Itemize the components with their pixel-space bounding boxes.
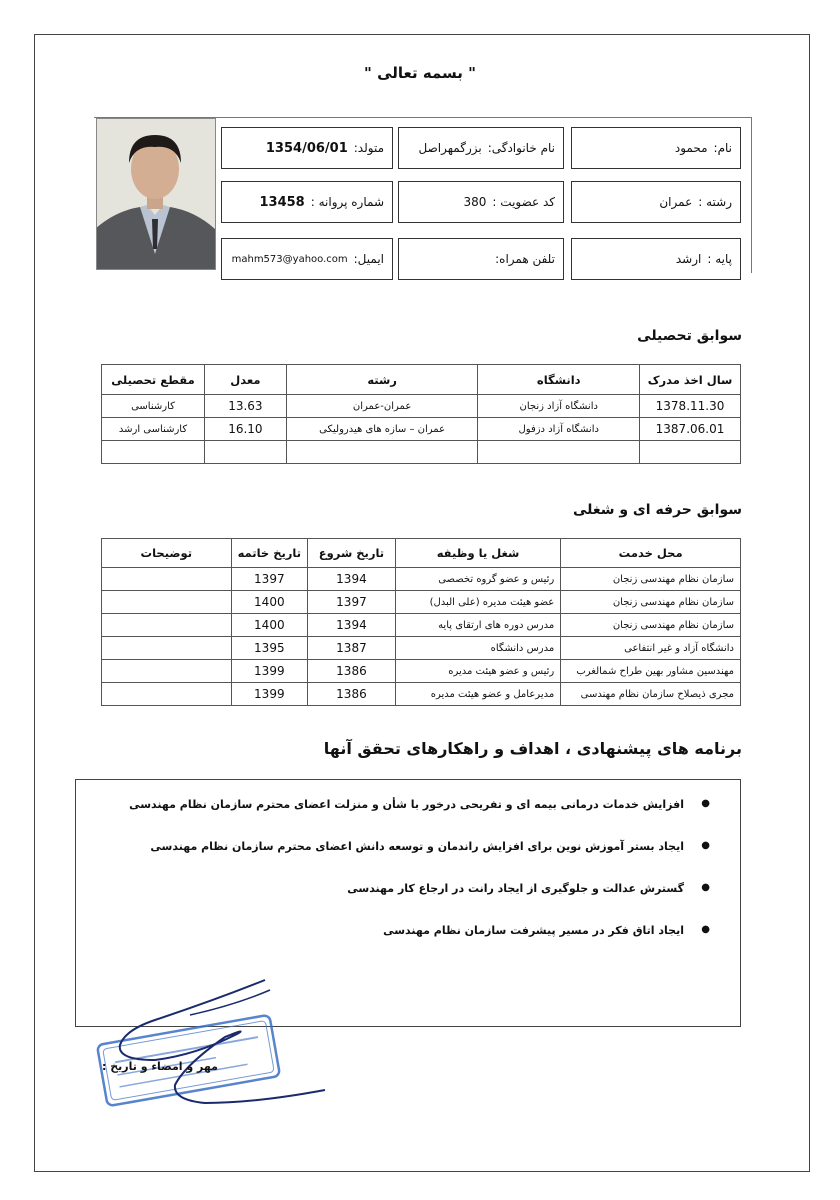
table-row: سازمان نظام مهندسی زنجان رئیس و عضو گروه تخصصی 1394 1397	[102, 568, 741, 591]
table-row: 1387.06.01 دانشگاه آزاد دزفول عمران – سازه های هیدرولیکی 16.10 کارشناسی ارشد	[102, 418, 741, 441]
column-header: سال اخذ مدرک	[640, 365, 741, 395]
email-field: ایمیل: mahm573@yahoo.com	[221, 238, 393, 280]
table-row: سازمان نظام مهندسی زنجان مدرس دوره های ارتقای پایه 1394 1400	[102, 614, 741, 637]
bullet-icon: ●	[701, 882, 710, 893]
education-heading: سوابق تحصیلی	[637, 328, 742, 344]
column-header: تاریخ خاتمه	[231, 539, 307, 568]
field-of-study-field: رشته : عمران	[571, 181, 741, 223]
grade-field: پایه : ارشد	[571, 238, 741, 280]
column-header: رشته	[286, 365, 478, 395]
last-name-field: نام خانوادگی: بزرگمهراصل	[398, 127, 564, 169]
plans-list	[129, 798, 710, 966]
column-header: تاریخ شروع	[308, 539, 396, 568]
education-table	[101, 364, 741, 464]
column-header: محل خدمت	[561, 539, 741, 568]
birth-date-field: متولد: 1354/06/01	[221, 127, 393, 169]
table-row	[102, 441, 741, 464]
table-row: مجری ذیصلاح سازمان نظام مهندسی مدیرعامل و عضو هیئت مدیره 1386 1399	[102, 683, 741, 706]
mobile-field: تلفن همراه:	[398, 238, 564, 280]
column-header: معدل	[205, 365, 287, 395]
column-header: شغل یا وظیفه	[395, 539, 560, 568]
career-table	[101, 538, 741, 706]
list-item: ● افزایش خدمات درمانی بیمه ای و تفریحی درخور با شأن و منزلت اعضای محترم سازمان نظام مهندسی	[129, 798, 710, 811]
list-item: ● ایجاد اتاق فکر در مسیر پیشرفت سازمان نظام مهندسی	[383, 924, 710, 937]
table-row: مهندسین مشاور بهین طراح شمالغرب رئیس و عضو هیئت مدیره 1386 1399	[102, 660, 741, 683]
bullet-icon: ●	[701, 840, 710, 851]
page-title: " بسمه تعالی "	[364, 64, 476, 82]
license-number-field: شماره پروانه : 13458	[221, 181, 393, 223]
column-header: توضیحات	[102, 539, 232, 568]
bullet-icon: ●	[701, 798, 710, 809]
column-header: دانشگاه	[478, 365, 640, 395]
table-row: دانشگاه آزاد و غیر انتفاعی مدرس دانشگاه 1387 1395	[102, 637, 741, 660]
column-header: مقطع تحصیلی	[102, 365, 205, 395]
table-row: سازمان نظام مهندسی زنجان عضو هیئت مدیره (علی البدل) 1397 1400	[102, 591, 741, 614]
profile-photo	[96, 118, 216, 270]
stamp-and-signature	[95, 975, 335, 1115]
list-item: ● ایجاد بستر آموزش نوین برای افزایش راندمان و توسعه دانش اعضای محترم سازمان نظام مهندسی	[150, 840, 710, 853]
plans-heading: برنامه های پیشنهادی ، اهداف و راهکارهای تحقق آنها	[323, 739, 742, 758]
member-code-field: کد عضویت : 380	[398, 181, 564, 223]
signature-label: مهر و امضاء و تاریخ :	[102, 1060, 218, 1073]
career-heading: سوابق حرفه ای و شغلی	[572, 502, 742, 518]
first-name-field: نام: محمود	[571, 127, 741, 169]
table-row: 1378.11.30 دانشگاه آزاد زنجان عمران-عمران 13.63 کارشناسی	[102, 395, 741, 418]
list-item: ● گسترش عدالت و جلوگیری از ایجاد رانت در ارجاع کار مهندسی	[347, 882, 710, 895]
bullet-icon: ●	[701, 924, 710, 935]
